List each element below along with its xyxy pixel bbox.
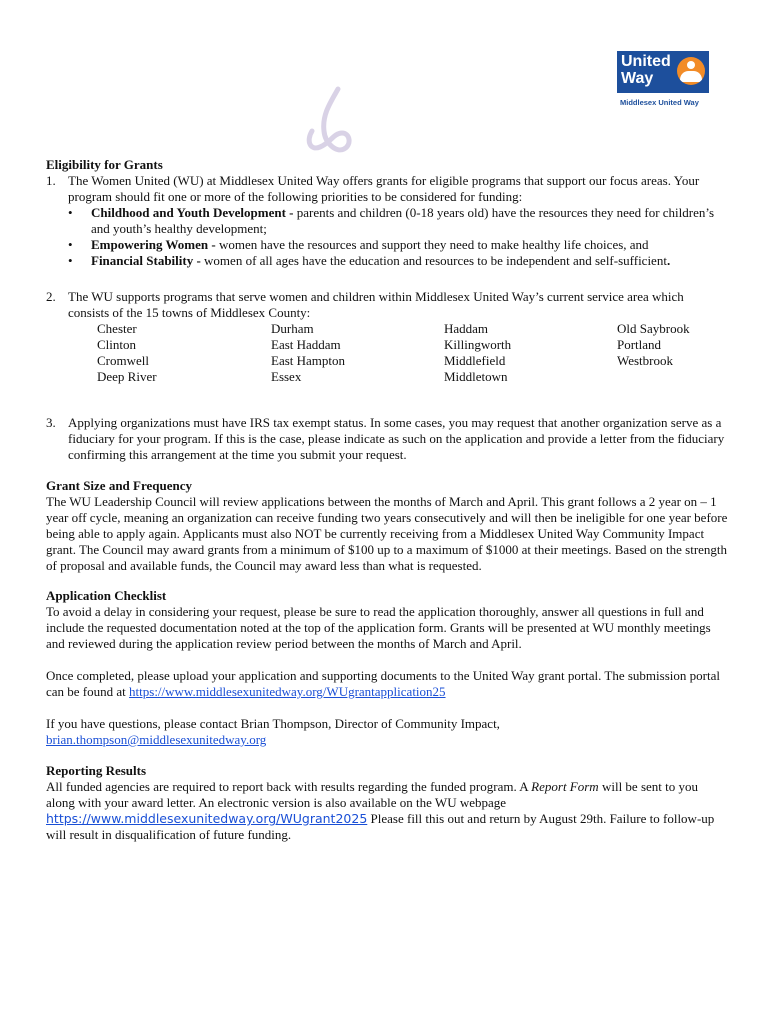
- town: Old Saybrook: [617, 321, 690, 336]
- town: Portland: [617, 337, 662, 352]
- bullet-text: parents and children (0-18 years old) have the resources they need for children’s and youth’s healthy development;: [91, 205, 715, 236]
- women-united-watermark-icon: [300, 83, 360, 163]
- town: Middletown: [444, 369, 508, 384]
- towns-column: [617, 321, 770, 369]
- reporting-text-c: Please fill this out and return by August 29th. Failure to follow-up will result in disqualification of future funding.: [46, 811, 715, 842]
- webpage-link[interactable]: https://www.middlesexunitedway.org/WUgrant2025: [46, 811, 368, 826]
- bullet-end: .: [666, 253, 671, 268]
- eligibility-item-1: [46, 173, 728, 205]
- town: Middlefield: [444, 353, 506, 368]
- email-link[interactable]: brian.thompson@middlesexunitedway.org: [46, 732, 267, 747]
- logo-caption: Middlesex United Way: [620, 98, 699, 107]
- bullet-empowering: [46, 237, 728, 253]
- united-way-logo: [617, 51, 709, 93]
- checklist-section: [46, 588, 728, 652]
- town: East Hampton: [271, 353, 346, 368]
- item-number: 1.: [46, 173, 56, 188]
- bullet-text: women have the resources and support they need to make healthy life choices, and: [215, 237, 649, 252]
- town: Essex: [271, 369, 302, 384]
- checklist-heading: Application Checklist: [46, 588, 167, 603]
- town: Durham: [271, 321, 314, 336]
- reporting-heading: Reporting Results: [46, 763, 147, 778]
- eligibility-heading: Eligibility for Grants: [46, 157, 163, 172]
- grant-size-section: [46, 478, 728, 574]
- bullet-childhood: [46, 205, 728, 237]
- town: Cromwell: [97, 353, 149, 368]
- town: Killingworth: [444, 337, 512, 352]
- grant-size-heading: Grant Size and Frequency: [46, 478, 193, 493]
- portal-text: Once completed, please upload your application and supporting documents to the United Way grant portal. The submission portal can be found at: [46, 668, 720, 699]
- bullet-financial: [46, 253, 728, 269]
- helping-hand-icon: [677, 57, 705, 85]
- bullet-text: women of all ages have the education and resources to be independent and self-sufficient: [200, 253, 667, 268]
- contact-text: If you have questions, please contact Brian Thompson, Director of Community Impact,: [46, 716, 500, 731]
- bullet-title: Empowering Women -: [91, 237, 216, 252]
- towns-column: [444, 321, 614, 385]
- logo-wordmark: [621, 53, 671, 87]
- grant-size-text: The WU Leadership Council will review applications between the months of March and April. This grant follows a 2 year on – 1 year off cycle, meaning an organization can receive funding two years consecutively and will then be ineligible for one year before being able to apply again. Applicants must also NOT be currently receiving from a Middlesex United Way Community Impact grant. The Council may award grants from a minimum of $100 up to a maximum of $1000 at their meetings. Based on the strength of proposal and available funds, the Council may award less than what is requested.: [46, 494, 728, 573]
- reporting-text-b: will be sent to you along with your award letter. An electronic version is also available on the WU webpage: [46, 779, 698, 810]
- portal-link[interactable]: https://www.middlesexunitedway.org/WUgrantapplication25: [129, 684, 446, 699]
- town: Deep River: [97, 369, 157, 384]
- town: Clinton: [97, 337, 137, 352]
- towns-column: [97, 321, 267, 385]
- item-number: 3.: [46, 415, 56, 430]
- reporting-section: [46, 763, 728, 843]
- bullet-title: Childhood and Youth Development -: [91, 205, 294, 220]
- town: Chester: [97, 321, 137, 336]
- portal-paragraph: [46, 668, 728, 700]
- logo-line2: Way: [621, 70, 654, 87]
- bullet-title: Financial Stability -: [91, 253, 201, 268]
- eligibility-section: [46, 157, 728, 269]
- contact-paragraph: [46, 716, 728, 748]
- item-text: The WU supports programs that serve women and children within Middlesex United Way’s current service area which consists of the 15 towns of Middlesex County:: [68, 289, 684, 320]
- item-number: 2.: [46, 289, 56, 304]
- checklist-text: To avoid a delay in considering your request, please be sure to read the application thoroughly, answer all questions in full and include the requested documentation noted at the top of the application form. Grants will be presented at WU monthly meetings and reviewed during the application review period between the months of March and April.: [46, 604, 711, 651]
- town: East Haddam: [271, 337, 341, 352]
- town: Westbrook: [617, 353, 673, 368]
- towns-column: [271, 321, 441, 385]
- town: Haddam: [444, 321, 489, 336]
- item-text: The Women United (WU) at Middlesex United Way offers grants for eligible programs that support our focus areas. Your program should fit one or more of the following priorities to be considered for funding:: [68, 173, 700, 204]
- reporting-text-a: All funded agencies are required to report back with results regarding the funded program. A: [46, 779, 532, 794]
- eligibility-item-3: [46, 415, 728, 463]
- eligibility-item-2: [46, 289, 728, 389]
- report-form-label: Report Form: [531, 779, 599, 794]
- item-text: Applying organizations must have IRS tax exempt status. In some cases, you may request that another organization serve as a fiduciary for your program. If this is the case, please indicate as such on the application and provide a letter from the fiduciary confirming this arrangement at the time you submit your request.: [68, 415, 725, 462]
- logo-line1: United: [621, 53, 671, 70]
